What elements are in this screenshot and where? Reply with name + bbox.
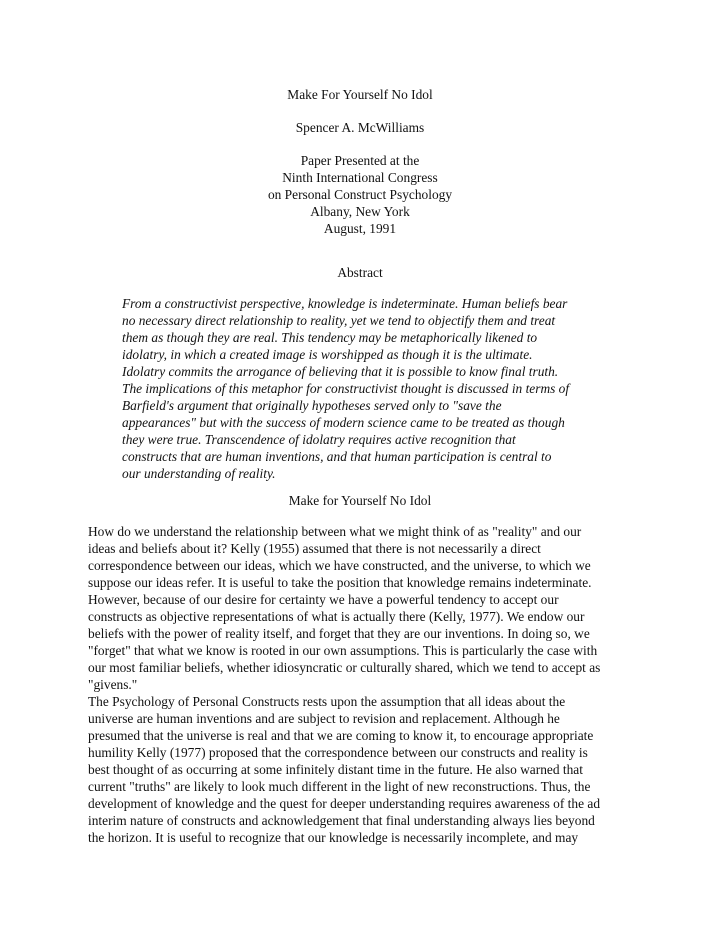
abstract-line: they were true. Transcendence of idolatry requires active recognition that — [122, 432, 516, 447]
paragraph-line: ideas and beliefs about it? Kelly (1955) assumed that there is not necessarily a direct — [88, 541, 541, 556]
presentation-line: Paper Presented at the — [300, 153, 420, 168]
presentation-line: Albany, New York — [310, 204, 410, 219]
paragraph-line: constructs as objective representations of what is actually there (Kelly, 1977). We endow our — [88, 609, 585, 624]
body-paragraph-1 — [88, 523, 648, 693]
paragraph-line: our most familiar beliefs, whether idiosyncratic or culturally shared, which we tend to accept as — [88, 660, 601, 675]
abstract-line: appearances" but with the success of modern science came to be treated as though — [122, 415, 565, 430]
paragraph-line: best thought of as occurring at some infinitely distant time in the future. He also warned that — [88, 762, 583, 777]
abstract-heading: Abstract — [337, 265, 383, 280]
presentation-line: Ninth International Congress — [282, 170, 438, 185]
body-paragraph-2 — [88, 693, 648, 846]
paragraph-line: "forget" that what we know is rooted in our own assumptions. This is particularly the case with — [88, 643, 598, 658]
paragraph-line: correspondence between our ideas, which we have constructed, and the universe, to which we — [88, 558, 591, 573]
paper-title: Make For Yourself No Idol — [287, 87, 433, 102]
paragraph-line: The Psychology of Personal Constructs rests upon the assumption that all ideas about the — [88, 694, 566, 709]
abstract-line: constructs that are human inventions, and that human participation is central to — [122, 449, 552, 464]
abstract-line: no necessary direct relationship to reality, yet we tend to objectify them and treat — [122, 313, 556, 328]
paragraph-line: humility Kelly (1977) proposed that the correspondence between our constructs and reality is — [88, 745, 588, 760]
presentation-line: on Personal Construct Psychology — [267, 187, 453, 202]
paragraph-line: current "truths" are likely to look much different in the light of new reconstructions. Thus, the — [88, 779, 591, 794]
paragraph-line: development of knowledge and the quest for deeper understanding requires awareness of the ad — [88, 796, 601, 811]
abstract-line: Barfield's argument that originally hypotheses served only to "save the — [122, 398, 502, 413]
paragraph-line: interim nature of constructs and acknowledgement that final understanding always lies beyond — [88, 813, 595, 828]
presentation-line: August, 1991 — [323, 221, 397, 236]
paragraph-line: presumed that the universe is real and that we are coming to know it, to encourage appropriate — [88, 728, 594, 743]
paragraph-line: How do we understand the relationship between what we might think of as "reality" and our — [88, 524, 582, 539]
section-heading: Make for Yourself No Idol — [288, 493, 432, 508]
paragraph-line: beliefs with the power of reality itself, and forget that they are our inventions. In doing so, we — [88, 626, 590, 641]
abstract-text — [122, 295, 602, 482]
abstract-line: our understanding of reality. — [122, 466, 276, 481]
paragraph-line: suppose our ideas refer. It is useful to take the position that knowledge remains indeterminate. — [88, 575, 592, 590]
presentation-info — [0, 152, 720, 237]
abstract-line: Idolatry commits the arrogance of believing that it is possible to know final truth. — [122, 364, 559, 379]
abstract-line: From a constructivist perspective, knowledge is indeterminate. Human beliefs bear — [122, 296, 568, 311]
abstract-line: them as though they are real. This tendency may be metaphorically likened to — [122, 330, 538, 345]
paragraph-line: the horizon. It is useful to recognize that our knowledge is necessarily incomplete, and may — [88, 830, 579, 845]
abstract-line: The implications of this metaphor for constructivist thought is discussed in terms of — [122, 381, 570, 396]
paragraph-line: "givens." — [88, 677, 138, 692]
author-name: Spencer A. McWilliams — [295, 120, 425, 135]
paragraph-line: However, because of our desire for certainty we have a powerful tendency to accept our — [88, 592, 559, 607]
paragraph-line: universe are human inventions and are subject to revision and replacement. Although he — [88, 711, 560, 726]
abstract-line: idolatry, in which a created image is worshipped as though it is the ultimate. — [122, 347, 533, 362]
